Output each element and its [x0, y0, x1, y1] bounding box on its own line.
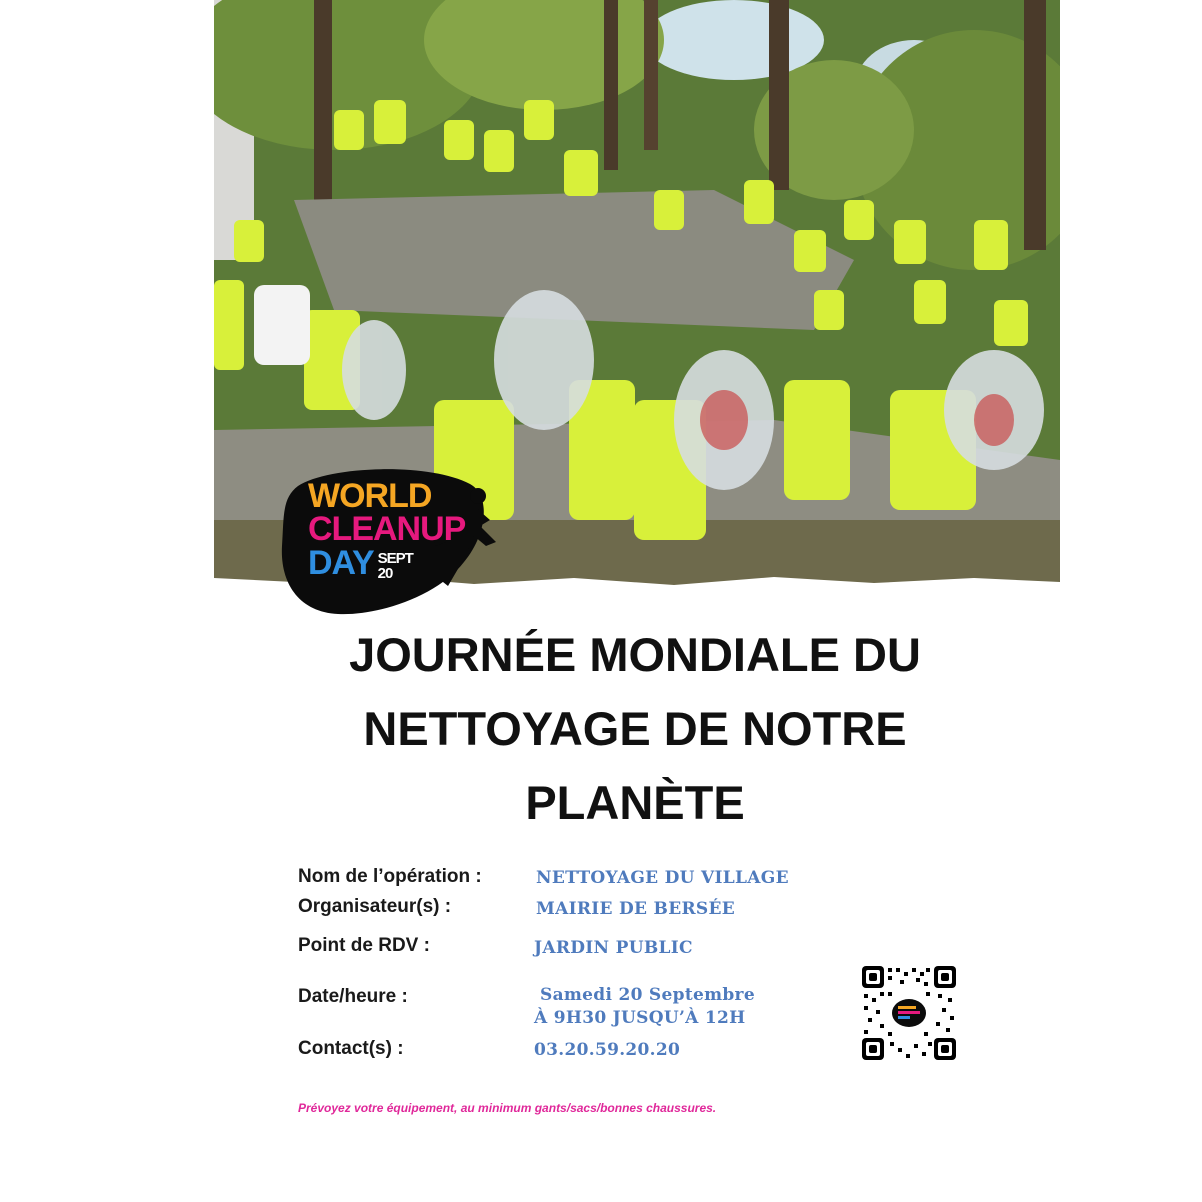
date-value-time: À 9H30 JUSQU’À 12H: [534, 1008, 746, 1028]
date-value-day: Samedi 20 Septembre: [540, 985, 755, 1005]
logo-date-month: SEPT: [377, 549, 413, 567]
contact-label: Contact(s) :: [298, 1038, 404, 1059]
qr-code[interactable]: [862, 966, 956, 1060]
title-line-3: PLANÈTE: [525, 776, 745, 829]
logo-date-day: 20: [377, 564, 393, 582]
logo-word-cleanup: CLEANUP: [308, 510, 466, 549]
equipment-note: Prévoyez votre équipement, au minimum gants/sacs/bonnes chaussures.: [298, 1101, 717, 1115]
meeting-point-label: Point de RDV :: [298, 935, 430, 956]
logo-date: [378, 551, 413, 581]
title-line-2: NETTOYAGE DE NOTRE: [363, 702, 907, 755]
date-label: Date/heure :: [298, 986, 408, 1007]
contact-value: 03.20.59.20.20: [534, 1040, 681, 1060]
logo-word-day: DAY: [308, 543, 374, 582]
operation-label: Nom de l’opération :: [298, 866, 482, 887]
page-title: [300, 618, 970, 840]
operation-value: NETTOYAGE DU VILLAGE: [536, 868, 789, 888]
organizer-value: MAIRIE DE BERSÉE: [536, 899, 735, 919]
organizer-label: Organisateur(s) :: [298, 896, 452, 917]
title-line-1: JOURNÉE MONDIALE DU: [349, 628, 921, 681]
world-cleanup-day-logo: [278, 466, 508, 620]
meeting-point-value: JARDIN PUBLIC: [534, 938, 693, 958]
logo-word-world: WORLD: [308, 477, 432, 515]
